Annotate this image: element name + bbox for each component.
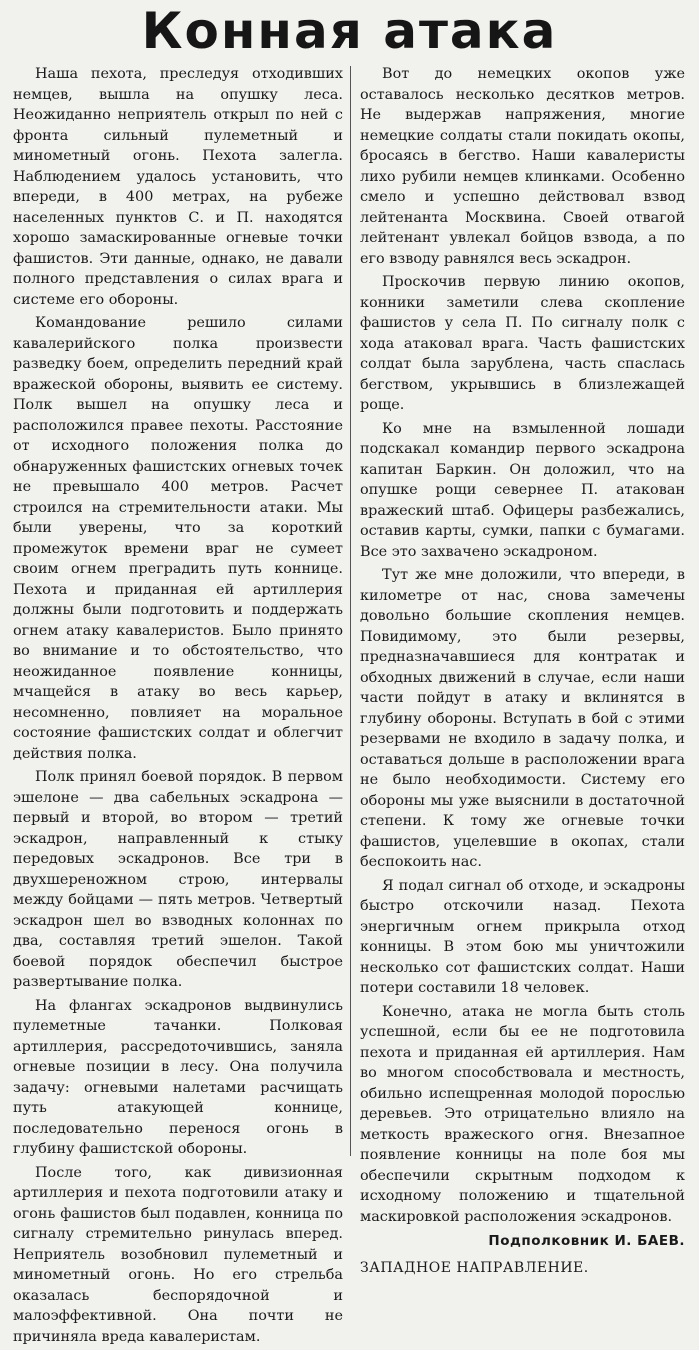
paragraph: Наша пехота, преследуя отходивших немцев, вышла на опушку леса. Неожиданно неприятель открыл по ней с фронта сильный пулеметный и минометный огонь. Пехота залегла. Наблюдением удалось установить, что впереди, в 400 метрах, на рубеже населенных пунктов С. и П. находятся хорошо замаскированные огневые точки фашистов. Эти данные, однако, не давали полного представления о силах врага и системе его обороны. bbox=[13, 66, 343, 308]
left-column bbox=[13, 64, 343, 1350]
paragraph: Проскочив первую линию окопов, конники заметили слева скопление фашистов у села П. По сигналу полк с хода атаковал врага. Часть фашистских солдат была зарублена, часть спаслась бегством, укрывшись в близлежащей роще. bbox=[360, 274, 685, 413]
column-divider bbox=[350, 66, 351, 1156]
article-title: Конная атака bbox=[141, 2, 558, 60]
paragraph: Я подал сигнал об отходе, и эскадроны быстро отскочили назад. Пехота энергичным огнем прикрыла отход конницы. В этом бою мы уничтожили несколько сот фашистских солдат. Наши потери составили 18 человек. bbox=[360, 877, 685, 996]
author-signature: Подполковник И. БАЕВ. bbox=[488, 1233, 685, 1249]
paragraph: На флангах эскадронов выдвинулись пулеметные тачанки. Полковая артиллерия, рассредоточившись, заняла огневые позиции в лесу. Она получила задачу: огневыми налетами расчищать путь атакующей коннице, последовательно перенося огонь в глубину фашистской обороны. bbox=[13, 997, 343, 1157]
paragraph: Полк принял боевой порядок. В первом эшелоне — два сабельных эскадрона — первый и второй, во втором — третий эскадрон, направленный к стыку передовых эскадронов. Все три в двухшереножном строю, интервалы между бойцами — пять метров. Четвертый эскадрон шел во взводных колоннах по два, составляя третий эшелон. Такой боевой порядок обеспечил быстрое развертывание полка. bbox=[13, 769, 343, 990]
paragraph: Командование решило силами кавалерийского полка произвести разведку боем, определить передний край вражеской обороны, выявить ее систему. Полк вышел на опушку леса и расположился правее пехоты. Расстояние от исходного положения полка до обнаруженных фашистских огневых точек не превышало 400 метров. Расчет строился на стремительности атаки. Мы были уверены, что за короткий промежуток времени враг не сумеет своим огнем преградить путь коннице. Пехота и приданная ей артиллерия должны были подготовить и поддержать огнем атаку кавалеристов. Было принято во внимание и то обстоятельство, что неожиданное появление конницы, мчащейся в атаку во весь карьер, несомненно, повлияет на моральное состояние фашистских солдат и облегчит действия полка. bbox=[13, 315, 343, 762]
paragraph: После того, как дивизионная артиллерия и пехота подготовили атаку и огонь фашистов был подавлен, конница по сигналу стремительно ринулась вперед. Неприятель возобновил пулеметный и минометный огонь. Но его стрельба оказалась беспорядочной и малоэффективной. Она почти не причиняла вреда кавалеристам. bbox=[13, 1164, 343, 1345]
paragraph: Вот до немецких окопов уже оставалось несколько десятков метров. Не выдержав напряжения, многие немецкие солдаты стали покидать окопы, бросаясь в бегство. Наши кавалеристы лихо рубили немцев клинками. Особенно смело и успешно действовал взвод лейтенанта Москвина. Своей отвагой лейтенант увлекал бойцов взвода, а по его взводу равнялся весь эскадрон. bbox=[360, 66, 685, 267]
clipped-adjacent-column bbox=[0, 95, 8, 1155]
paragraph: Конечно, атака не могла быть столь успешной, если бы ее не подготовила пехота и приданная ей артиллерия. Нам во многом способствовала и местность, обильно испещренная молодой порослью деревьев. Это отрицательно влияло на меткость вражеского огня. Внезапное появление конницы на поле боя мы обеспечили скрытным подходом к исходному положению и тщательной маскировкой расположения эскадронов. bbox=[360, 1003, 685, 1225]
paragraph: Тут же мне доложили, что впереди, в километре от нас, снова замечены довольно большие скопления немцев. Повидимому, это были резервы, предназначавшиеся для контратак и обходных движений в случае, если наши части пойдут в атаку и вклинятся в глубину обороны. Вступать в бой с этими резервами не входило в задачу полка, и оставаться дольше в расположении врага не было необходимости. Систему его обороны мы уже выяснили в достаточной степени. К тому же огневые точки фашистов, уцелевшие в окопах, стали беспокоить нас. bbox=[360, 567, 685, 870]
paragraph: Ко мне на взмыленной лошади подскакал командир первого эскадрона капитан Баркин. Он доложил, что на опушке рощи севернее П. атакован вражеский штаб. Офицеры разбежались, оставив карты, сумки, папки с бумагами. Все это захвачено эскадроном. bbox=[360, 420, 685, 560]
right-column bbox=[360, 64, 685, 1278]
dateline-location: ЗАПАДНОЕ НАПРАВЛЕНИЕ. bbox=[360, 1259, 589, 1276]
